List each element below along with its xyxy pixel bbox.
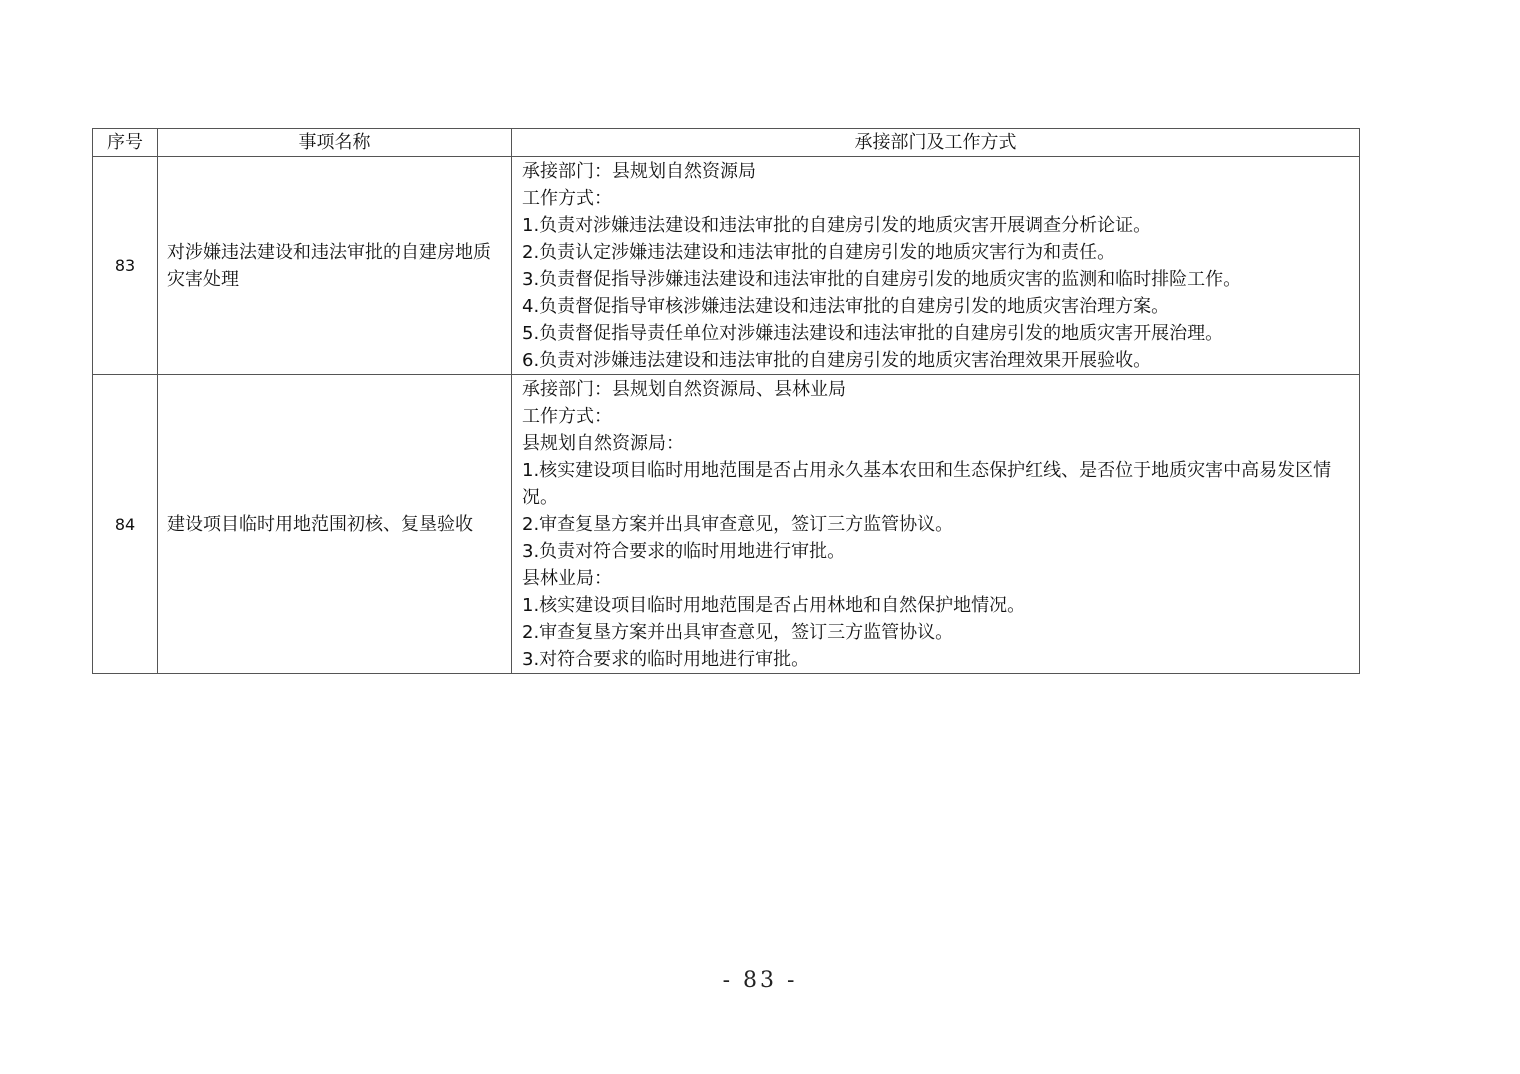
table-row [93, 157, 1360, 375]
method-item: 5.负责督促指导责任单位对涉嫌违法建设和违法审批的自建房引发的地质灾害开展治理。 [522, 323, 1224, 344]
table-row [93, 375, 1360, 674]
row-dept-method [512, 157, 1360, 375]
header-name: 事项名称 [158, 129, 512, 157]
row-dept-method [512, 375, 1360, 674]
header-seq: 序号 [93, 129, 158, 157]
method-item: 1.核实建设项目临时用地范围是否占用林地和自然保护地情况。 [522, 595, 1026, 616]
page-number: - 83 - [722, 968, 798, 993]
method-item: 3.对符合要求的临时用地进行审批。 [522, 649, 810, 670]
method-item: 2.审查复垦方案并出具审查意见，签订三方监管协议。 [522, 622, 954, 643]
row-item-name: 对涉嫌违法建设和违法审批的自建房地质灾害处理 [158, 157, 512, 375]
items-table [92, 128, 1360, 674]
row-item-name: 建设项目临时用地范围初核、复垦验收 [158, 375, 512, 674]
table-header-row [93, 129, 1360, 157]
sub-dept-label: 县规划自然资源局： [522, 433, 684, 454]
row-seq: 84 [93, 375, 158, 674]
method-item: 4.负责督促指导审核涉嫌违法建设和违法审批的自建房引发的地质灾害治理方案。 [522, 296, 1170, 317]
method-item: 2.审查复垦方案并出具审查意见，签订三方监管协议。 [522, 514, 954, 535]
method-label: 工作方式： [522, 406, 612, 427]
row-seq: 83 [93, 157, 158, 375]
method-item: 1.核实建设项目临时用地范围是否占用永久基本农田和生态保护红线、是否位于地质灾害中高易发区情况。 [522, 460, 1332, 508]
header-dept: 承接部门及工作方式 [512, 129, 1360, 157]
dept-line: 承接部门：县规划自然资源局 [522, 161, 756, 182]
method-item: 3.负责督促指导涉嫌违法建设和违法审批的自建房引发的地质灾害的监测和临时排险工作。 [522, 269, 1242, 290]
method-item: 2.负责认定涉嫌违法建设和违法审批的自建房引发的地质灾害行为和责任。 [522, 242, 1116, 263]
method-item: 1.负责对涉嫌违法建设和违法审批的自建房引发的地质灾害开展调查分析论证。 [522, 215, 1152, 236]
method-item: 3.负责对符合要求的临时用地进行审批。 [522, 541, 846, 562]
method-label: 工作方式： [522, 188, 612, 209]
method-item: 6.负责对涉嫌违法建设和违法审批的自建房引发的地质灾害治理效果开展验收。 [522, 350, 1152, 371]
dept-line: 承接部门：县规划自然资源局、县林业局 [522, 379, 846, 400]
sub-dept-label: 县林业局： [522, 568, 612, 589]
